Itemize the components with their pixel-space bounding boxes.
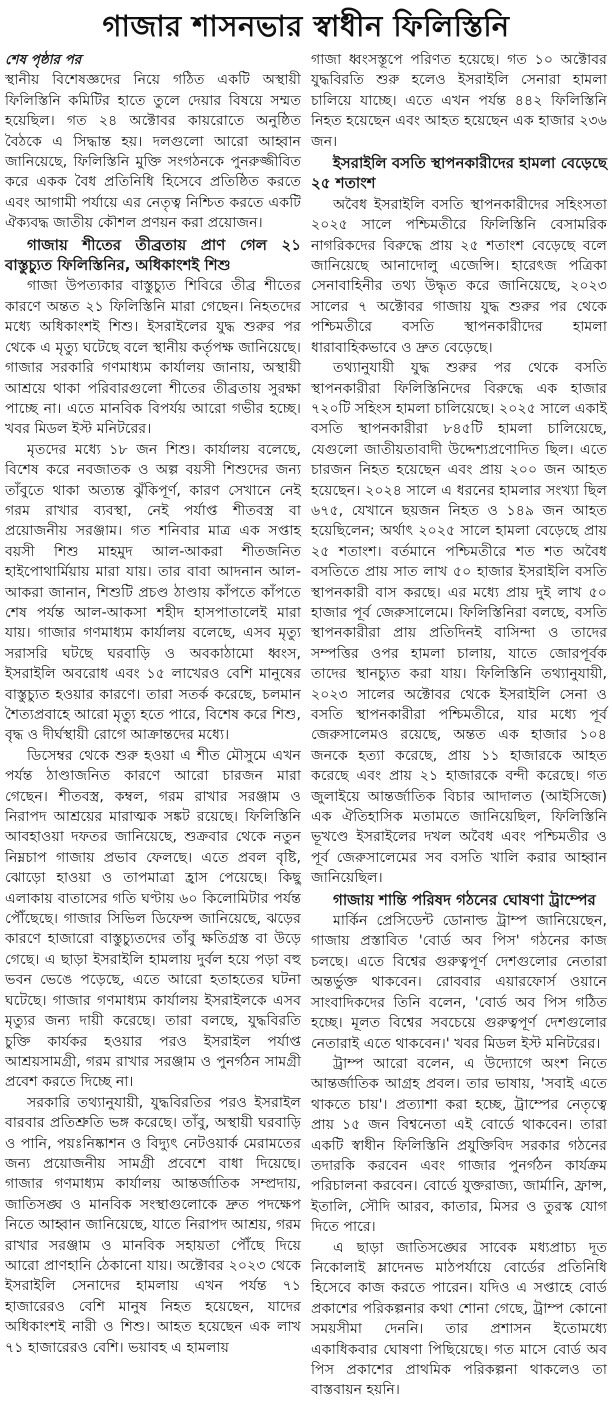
continued-from-label: শেষ পৃষ্ঠার পর xyxy=(5,52,82,68)
headline: গাজার শাসনভার স্বাধীন ফিলিস্তিনি xyxy=(102,9,510,43)
paragraph: মার্কিন প্রেসিডেন্ট ডোনাল্ড ট্রাম্প জানিয়েছেন, গাজায় প্রস্তাবিত 'বোর্ড অব পিস' গঠনের কাজ চলছে। এতে বিশ্বের গুরুত্বপূর্ণ দেশগুলোর নেতারা অন্তর্ভুক্ত থাকবেন। রোববার এয়ারফোর্স ওয়ানে সাংবাদিকদের তিনি বলেন, 'বোর্ড অব পিস গঠিত হচ্ছে। মূলত বিশ্বের সবচেয়ে গুরুত্বপূর্ণ দেশগুলোর নেতারাই এতে থাকবেন।' খবর মিডল ইস্ট মনিটরের। xyxy=(311,913,607,1052)
subheading: গাজায় শান্তি পরিষদ গঠনের ঘোষণা ট্রাম্পের xyxy=(333,890,596,909)
paragraph: গাজা উপত্যকার বাস্তুচ্যুত শিবিরে তীব্র শীতের কারণে অন্তত ২১ ফিলিস্তিনি মারা গেছেন। নিহতদের মধ্যে অধিকাংশই শিশু। ইসরাইলের যুদ্ধ শুরুর পর থেকে এ মৃত্যু ঘটেছে বলে স্থানীয় কর্তৃপক্ষ জানিয়েছে। গাজার সরকারি গণমাধ্যম কার্যালয় জানায়, অস্থায়ী আশ্রয়ে থাকা পরিবারগুলো শীতের তীব্রতায় সুরক্ষা পাচ্ছে না। এতে মানবিক বিপর্যয় আরো গভীর হচ্ছে। খবর মিডল ইস্ট মনিটরের। xyxy=(5,278,301,438)
paragraph: সরকারি তথ্যানুযায়ী, যুদ্ধবিরতির পরও ইসরাইল বারবার প্রতিশ্রুতি ভঙ্গ করেছে। তাঁবু, অস্থায়ী ঘরবাড়ি ও পানি, পয়ঃনিষ্কাশন ও বিদ্যুৎ নেটওয়ার্ক মেরামতের জন্য প্রয়োজনীয় সামগ্রী প্রবেশে বাধা দিয়েছে। গাজার গণমাধ্যম কার্যালয় আন্তর্জাতিক সম্প্রদায়, জাতিসঙ্ঘ ও মানবিক সংস্থাগুলোকে দ্রুত পদক্ষেপ নিতে আহ্বান জানিয়েছে, যাতে নিরাপদ আশ্রয়, গরম রাখার সরঞ্জাম ও মানবিক সহায়তা পৌঁছে দিয়ে আরো প্রাণহানি ঠেকানো যায়। অক্টোবর ২০২৩ থেকে ইসরাইলি সেনাদের হামলায় এখন পর্যন্ত ৭১ হাজারেরও বেশি মানুষ নিহত হয়েছেন, যাদের অধিকাংশই নারী ও শিশু। আহত হয়েছেন এক লাখ ৭১ হাজারেরও বেশি। ভয়াবহ এ হামলায় xyxy=(5,1094,301,1356)
paragraph: তথ্যানুযায়ী যুদ্ধ শুরুর পর থেকে বসতি স্থাপনকারীরা ফিলিস্তিনিদের বিরুদ্ধে এক হাজার ৭২০টি সহিংস হামলা চালিয়েছে। ২০২৫ সালে একাই বসতি স্থাপনকারীরা ৮৪৫টি হামলা চালিয়েছে, যেগুলো জাতীয়তাবাদী উদ্দেশ্যপ্রণোদিত ছিল। এতে চারজন নিহত হয়েছেন এবং প্রায় ২০০ জন আহত হয়েছেন। ২০২৪ সালে এ ধরনের হামলার সংখ্যা ছিল ৬৭৫, যেখানে ছয়জন নিহত ও ১৪৯ জন আহত হয়েছিলেন; অর্থাৎ ২০২৫ সালে হামলা বেড়েছে প্রায় ২৫ শতাংশ। বর্তমানে পশ্চিমতীরে শত শত অবৈধ বসতিতে প্রায় সাত লাখ ৫০ হাজার ইসরাইলি বসতি স্থাপনকারী বাস করছে। এর মধ্যে প্রায় দুই লাখ ৫০ হাজার পূর্ব জেরুসালেমে। ফিলিস্তিনিরা বলছে, বসতি স্থাপনকারীরা প্রায় প্রতিদিনই বাসিন্দা ও তাদের সম্পত্তির ওপর হামলা চালায়, যাতে জোরপূর্বক তাদের স্থানচ্যুত করা যায়। ফিলিস্তিনি তথ্যানুযায়ী, ২০২৩ সালের অক্টোবর থেকে ইসরাইলি সেনা ও বসতি স্থাপনকারীরা পশ্চিমতীরে, যার মধ্যে পূর্ব জেরুসালেমও রয়েছে, অন্তত এক হাজার ১০৪ জনকে হত্যা করেছে, প্রায় ১১ হাজারকে আহত করেছে এবং প্রায় ২১ হাজারকে বন্দী করেছে। গত জুলাইয়ে আন্তর্জাতিক বিচার আদালত (আইসিজে) এক ঐতিহাসিক মতামতে জানিয়েছিল, ফিলিস্তিনি ভূখণ্ডে ইসরাইলের দখল অবৈধ এবং পশ্চিমতীর ও পূর্ব জেরুসালেমের সব বসতি খালি করার আহ্বান জানিয়েছিল। xyxy=(311,360,607,887)
paragraph: গাজা ধ্বংসস্তূপে পরিণত হয়েছে। গত ১০ অক্টোবর যুদ্ধবিরতি শুরু হলেও ইসরাইলি সেনারা হামলা চালিয়ে যাচ্ছে। এতে এখন পর্যন্ত ৪৪২ ফিলিস্তিনি নিহত হয়েছেন এবং আহত হয়েছেন এক হাজার ২৩৬ জন। xyxy=(311,52,607,150)
subheading: গাজায় শীতের তীব্রতায় প্রাণ গেল ২১ বাস্তুচ্যুত ফিলিস্তিনির, অধিকাংশই শিশু xyxy=(5,235,301,275)
paragraph: মৃতদের মধ্যে ১৮ জন শিশু। কার্যালয় বলেছে, বিশেষ করে নবজাতক ও অল্প বয়সী শিশুদের জন্য তাঁবুতে থাকা অত্যন্ত ঝুঁকিপূর্ণ, কারণ সেখানে নেই গরম রাখার ব্যবস্থা, নেই পর্যাপ্ত শীতবস্ত্র বা প্রয়োজনীয় সরঞ্জাম। গত শনিবার মাত্র এক সপ্তাহ বয়সী শিশু মাহমুদ আল-আকরা শীতজনিত হাইপোথার্মিয়ায় মারা যায়। তার বাবা আদনান আল-আকরা জানান, শিশুটি প্রচণ্ড ঠাণ্ডায় কাঁপতে কাঁপতে শেষ পর্যন্ত আল-আকসা শহীদ হাসপাতালেই মারা যায়। গাজার গণমাধ্যম কার্যালয় বলেছে, এসব মৃত্যু সরাসরি ঘটছে ঘরবাড়ি ও অবকাঠামো ধ্বংস, ইসরাইলি অবরোধ এবং ১৫ লাখেরও বেশি মানুষের বাস্তুচ্যুত হওয়ার কারণে। তারা সতর্ক করেছে, চলমান শৈত্যপ্রবাহে আরো মৃত্যু হতে পারে, বিশেষ করে শিশু, বৃদ্ধ ও দীর্ঘস্থায়ী রোগে আক্রান্তদের মধ্যে। xyxy=(5,441,301,744)
left-column xyxy=(5,50,301,1401)
paragraph: এ ছাড়া জাতিসঙ্ঘের সাবেক মধ্যপ্রাচ্য দূত নিকোলাই ম্লাদেনভ মাঠপর্যায়ে বোর্ডের প্রতিনিধি হিসেবে কাজ করতে পারেন। যদিও এ সপ্তাহে বোর্ড প্রকাশের পরিকল্পনার কথা শোনা গেছে, ট্রাম্প কোনো সময়সীমা দেননি। তার প্রশাসন ইতোমধ্যে একাধিকবার ঘোষণা পিছিয়েছে। গত মাসে বোর্ড অব পিস প্রকাশের প্রাথমিক পরিকল্পনা থাকলেও তা বাস্তবায়ন হয়নি। xyxy=(311,1239,607,1399)
subheading: ইসরাইলি বসতি স্থাপনকারীদের হামলা বেড়েছে ২৫ শতাংশ xyxy=(311,154,607,193)
paragraph: স্থানীয় বিশেষজ্ঞদের নিয়ে গঠিত একটি অস্থায়ী ফিলিস্তিনি কমিটির হাতে তুলে দেয়ার বিষয়ে সম্মত হয়েছিল। গত ২৪ অক্টোবর কায়রোতে অনুষ্ঠিত বৈঠকে এ সিদ্ধান্ত হয়। দলগুলো আরো আহ্বান জানিয়েছে, ফিলিস্তিনি মুক্তি সংগঠনকে পুনরুজ্জীবিত করে একক বৈধ প্রতিনিধি হিসেবে প্রতিষ্ঠিত করতে এবং আগামী পর্যায়ে এর নেতৃত্ব নিশ্চিত করতে একটি ঐক্যবদ্ধ জাতীয় কৌশল প্রণয়ন করা প্রয়োজন। xyxy=(5,72,301,232)
right-column xyxy=(311,50,607,1401)
article-body xyxy=(0,50,612,1401)
paragraph: ট্রাম্প আরো বলেন, এ উদ্যোগে অংশ নিতে আন্তর্জাতিক আগ্রহ প্রবল। তার ভাষায়, 'সবাই এতে থাকতে চায়'। প্রত্যাশা করা হচ্ছে, ট্রাম্পের নেতৃত্বে প্রায় ১৫ জন বিশ্বনেতা এই বোর্ডে থাকবেন। তারা একটি স্বাধীন ফিলিস্তিনি প্রযুক্তিবিদ সরকার গঠনের তদারকি করবেন এবং গাজার পুনর্গঠন কার্যক্রম পরিচালনা করবেন। বোর্ডে যুক্তরাজ্য, জার্মানি, ফ্রান্স, ইতালি, সৌদি আরব, কাতার, মিসর ও তুরস্ক যোগ দিতে পারে। xyxy=(311,1055,607,1236)
paragraph: ডিসেম্বর থেকে শুরু হওয়া এ শীত মৌসুমে এখন পর্যন্ত ঠাণ্ডাজনিত কারণে আরো চারজন মারা গেছেন। শীতবস্ত্র, কম্বল, গরম রাখার সরঞ্জাম ও নিরাপদ আশ্রয়ের মারাত্মক সঙ্কট রয়েছে। ফিলিস্তিনি আবহাওয়া দফতর জানিয়েছে, শুক্রবার থেকে নতুন নিম্নচাপ গাজায় প্রভাব ফেলছে। এতে প্রবল বৃষ্টি, ঝোড়ো হাওয়া ও তাপমাত্রা হ্রাস পেয়েছে। কিছু এলাকায় বাতাসের গতি ঘণ্টায় ৬০ কিলোমিটার পর্যন্ত পৌঁছেছে। গাজার সিভিল ডিফেন্স জানিয়েছে, ঝড়ের কারণে হাজারো বাস্তুচ্যুতদের তাঁবু ক্ষতিগ্রস্ত বা উড়ে গেছে। এ ছাড়া ইসরাইলি হামলায় দুর্বল হয়ে পড়া বহু ভবন ভেঙে পড়েছে, এতে আরো হতাহতের ঘটনা ঘটেছে। গাজার গণমাধ্যম কার্যালয় ইসরাইলকে এসব মৃত্যুর জন্য দায়ী করেছে। তারা বলছে, যুদ্ধবিরতি চুক্তি কার্যকর হওয়ার পরও ইসরাইল পর্যাপ্ত আশ্রয়সামগ্রী, গরম রাখার সরঞ্জাম ও পুনর্গঠন সামগ্রী প্রবেশ করতে দিচ্ছে না। xyxy=(5,747,301,1091)
paragraph: অবৈধ ইসরাইলি বসতি স্থাপনকারীদের সহিংসতা ২০২৫ সালে পশ্চিমতীরে ফিলিস্তিনি বেসামরিক নাগরিকদের বিরুদ্ধে প্রায় ২৫ শতাংশ বেড়েছে বলে জানিয়েছে আনাদোলু এজেন্সি। হারেৎজ পত্রিকা সেনাবাহিনীর তথ্য উদ্ধৃত করে জানিয়েছে, ২০২৩ সালের ৭ অক্টোবর গাজায় যুদ্ধ শুরুর পর থেকে পশ্চিমতীরে বসতি স্থাপনকারীদের হামলা ধারাবাহিকভাবে ও দ্রুত বেড়েছে। xyxy=(311,196,607,356)
